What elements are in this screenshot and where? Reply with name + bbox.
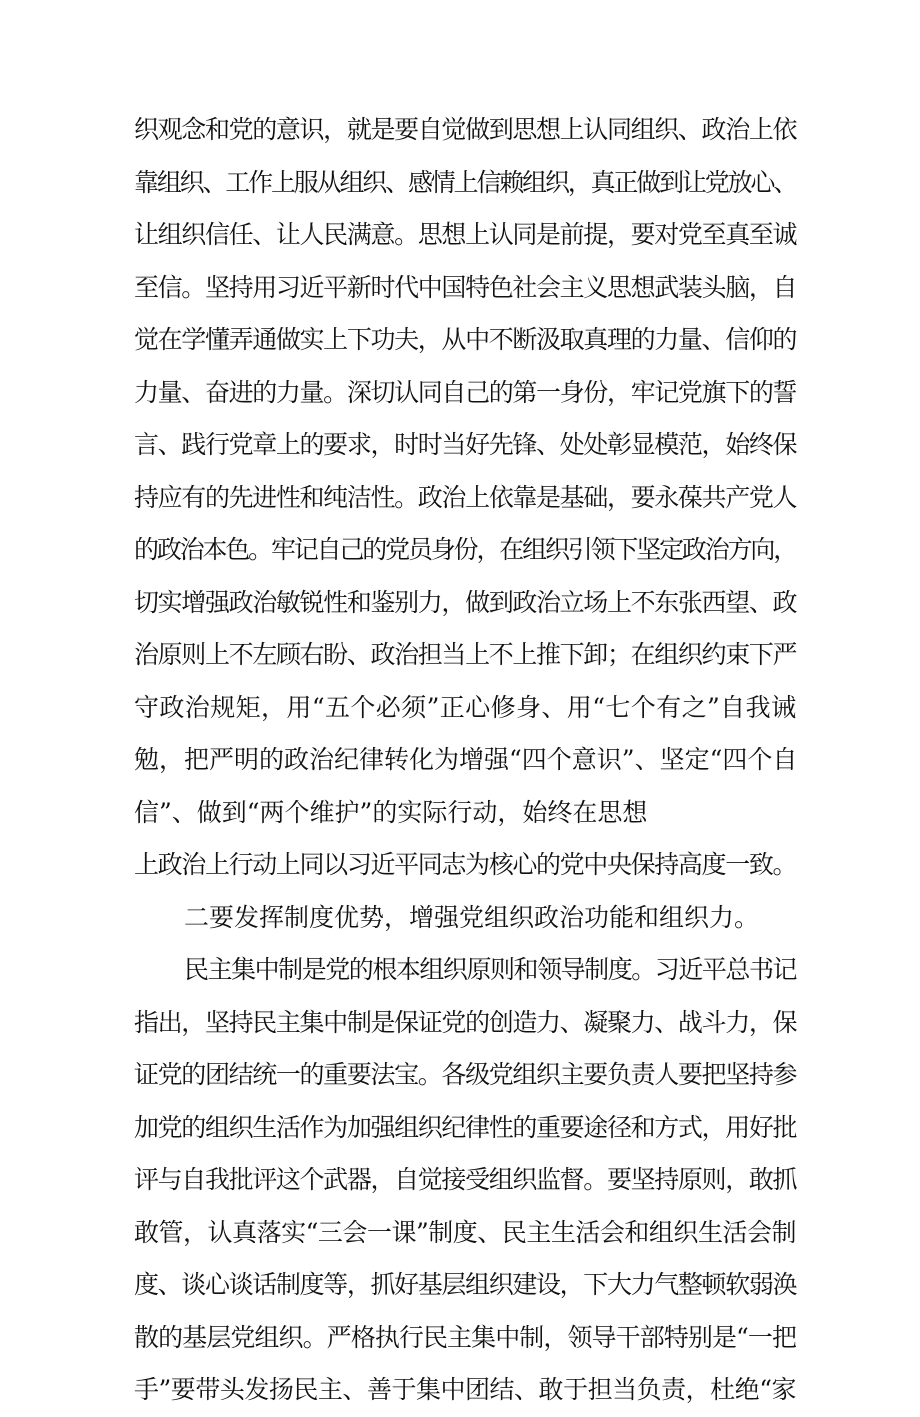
text-line: 觉在学懂弄通做实上下功夫，从中不断汲取真理的力量、信仰的 [134,325,796,354]
section-heading: 二要发挥制度优势，增强党组织政治功能和组织力。 [184,902,760,932]
text-line: 信”、做到“两个维护”的实际行动，始终在思想 [134,797,648,827]
text-line: 让组织信任、让人民满意。思想上认同是前提，要对党至真至诚 [134,220,796,249]
text-line: 切实增强政治敏锐性和鉴别力，做到政治立场上不东张西望、政 [134,587,796,617]
text-line: 言、践行党章上的要求，时时当好先锋、处处彰显模范，始终保 [134,430,796,459]
text-line: 靠组织、工作上服从组织、感情上信赖组织，真正做到让党放心、 [134,167,796,197]
text-line: 治原则上不左顾右盼、政治担当上不上推下卸；在组织约束下严 [134,640,796,669]
text-line: 勉，把严明的政治纪律转化为增强“四个意识”、坚定“四个自 [134,745,798,774]
text-line: 敢管，认真落实“三会一课”制度、民主生活会和组织生活会制 [134,1217,796,1247]
text-line: 手”要带头发扬民主、善于集中团结、敢于担当负责，杜绝“家 [134,1375,796,1404]
body-text [134,104,796,1417]
text-line: 散的基层党组织。严格执行民主集中制，领导干部特别是“一把 [134,1322,796,1352]
text-line: 守政治规矩，用“五个必须”正心修身、用“七个有之”自我诫 [134,692,796,722]
text-line: 上政治上行动上同以习近平同志为核心的党中央保持高度一致。 [134,850,796,879]
text-line: 证党的团结统一的重要法宝。各级党组织主要负责人要把坚持参 [134,1060,796,1089]
text-line: 力量、奋进的力量。深切认同自己的第一身份，牢记党旗下的誓 [134,377,796,407]
text-line: 持应有的先进性和纯洁性。政治上依靠是基础，要永葆共产党人 [134,482,796,512]
text-line: 评与自我批评这个武器，自觉接受组织监督。要坚持原则，敢抓 [134,1165,796,1194]
text-line: 加党的组织生活作为加强组织纪律性的重要途径和方式，用好批 [134,1112,796,1142]
paragraph-first-line: 民主集中制是党的根本组织原则和领导制度。习近平总书记 [184,955,796,984]
text-line: 指出，坚持民主集中制是保证党的创造力、凝聚力、战斗力，保 [134,1007,796,1037]
text-line: 的政治本色。牢记自己的党员身份，在组织引领下坚定政治方向， [134,535,796,564]
text-line: 至信。坚持用习近平新时代中国特色社会主义思想武装头脑，自 [134,272,796,302]
text-line: 度、谈心谈话制度等，抓好基层组织建设，下大力气整顿软弱涣 [134,1270,796,1299]
text-line: 织观念和党的意识，就是要自觉做到思想上认同组织、政治上依 [134,115,796,144]
